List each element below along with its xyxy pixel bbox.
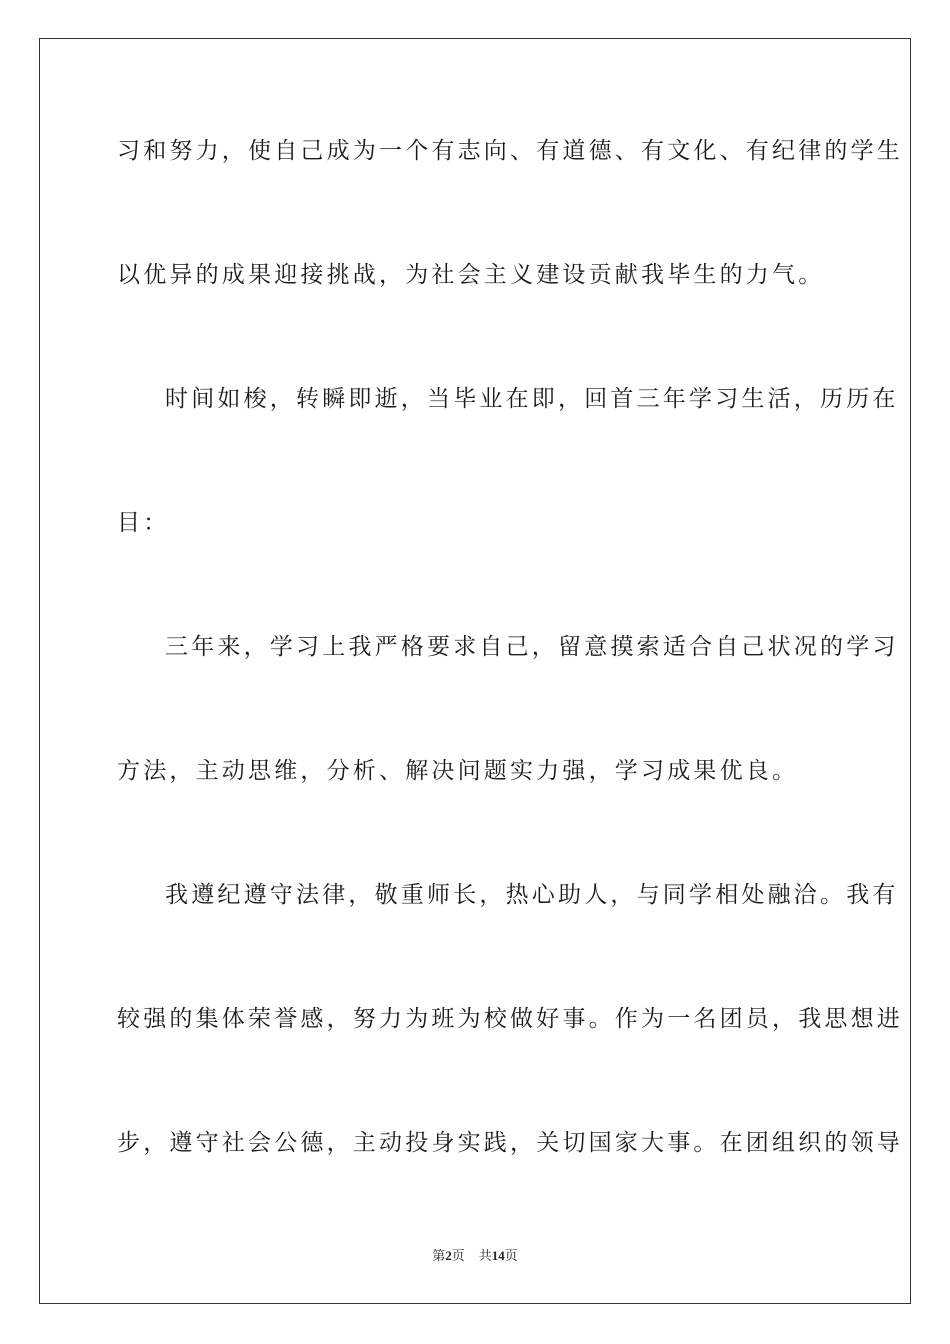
body-text-line-1: 习和努力，使自己成为一个有志向、有道德、有文化、有纪律的学生: [117, 138, 903, 164]
body-text-line-4: 目：: [117, 510, 170, 536]
footer-page-suffix: 页: [451, 1249, 465, 1264]
body-text-line-8: 较强的集体荣誉感，努力为班为校做好事。作为一名团员，我思想进: [117, 1006, 903, 1032]
page-frame: [39, 38, 911, 1304]
body-text-line-5: 三年来，学习上我严格要求自己，留意摸索适合自己状况的学习: [165, 634, 899, 660]
footer-page-prefix: 第: [432, 1249, 446, 1264]
body-text-line-9: 步，遵守社会公德，主动投身实践，关切国家大事。在团组织的领导: [117, 1130, 903, 1156]
footer-total-prefix: 共: [478, 1249, 492, 1264]
page-footer: [0, 1248, 950, 1265]
body-text-line-7: 我遵纪遵守法律，敬重师长，热心助人，与同学相处融洽。我有: [165, 882, 899, 908]
footer-page-number: 2: [445, 1248, 452, 1263]
body-text-line-6: 方法，主动思维，分析、解决问题实力强，学习成果优良。: [117, 758, 799, 784]
body-text-line-3: 时间如梭，转瞬即逝，当毕业在即，回首三年学习生活，历历在: [165, 386, 899, 412]
body-text-line-2: 以优异的成果迎接挑战，为社会主义建设贡献我毕生的力气。: [117, 262, 825, 288]
footer-total-pages: 14: [491, 1248, 505, 1263]
footer-total-suffix: 页: [504, 1249, 518, 1264]
